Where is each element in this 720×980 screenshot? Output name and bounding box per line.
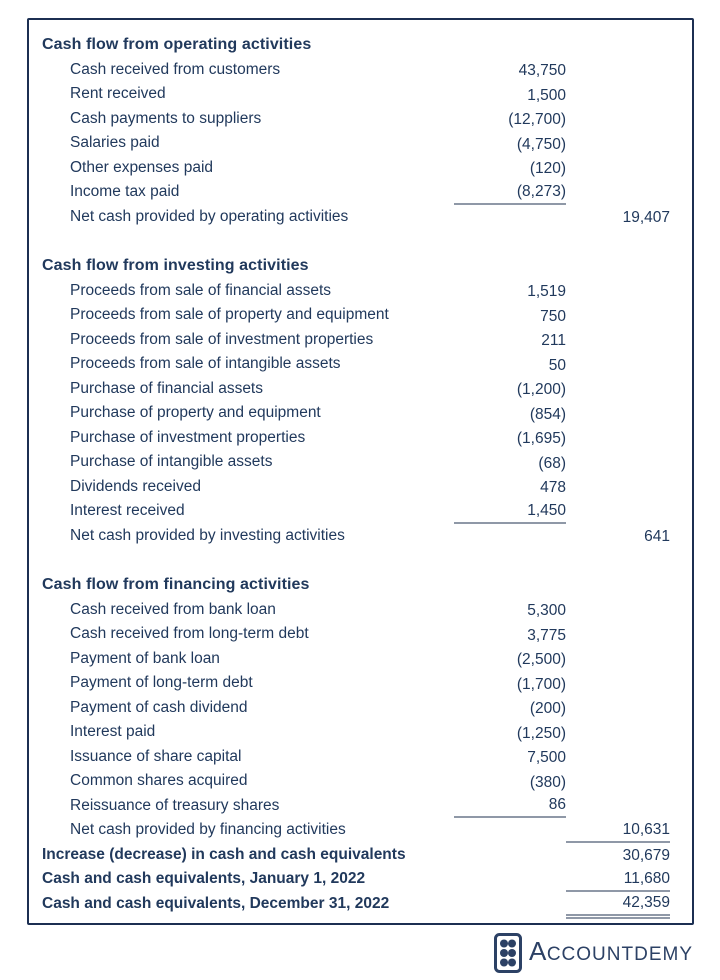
row-label: Cash received from long-term debt [70,625,309,642]
statement-row [42,180,670,205]
statement-row [42,377,670,402]
row-label: Common shares acquired [70,772,248,789]
row-amount-col2: 42,359 [566,892,670,919]
statement-row [42,426,670,451]
row-amount-col1: (8,273) [454,181,566,205]
row-label: Reissuance of treasury shares [70,796,280,814]
row-amount-col1: 50 [548,356,566,374]
row-label: Cash payments to suppliers [70,109,262,127]
row-amount-col1: (2,500) [516,651,566,668]
summary-row [42,867,670,892]
section-header: Cash flow from investing activities [42,257,309,274]
statement-box [27,18,694,925]
statement-section [42,573,670,843]
row-amount-col1: (12,700) [508,111,566,128]
brand-name [529,931,693,975]
statement-row [42,499,670,524]
statement-row [42,107,670,132]
brand-name-rest: CCOUNTDEMY [546,944,693,965]
statement-row [42,818,670,843]
row-amount-col1: 211 [541,332,566,349]
statement-row [42,671,670,696]
row-label: Income tax paid [70,183,180,200]
row-amount-col1: (200) [529,700,566,717]
row-label: Issuance of share capital [70,747,242,765]
row-label: Payment of long-term debt [70,674,253,691]
row-amount-col1: 1,450 [454,500,566,524]
statement-section [42,254,670,548]
statement-row [42,598,670,623]
statement-row [42,328,670,353]
row-label: Purchase of intangible assets [70,453,273,470]
statement-row [42,58,670,83]
row-label: Salaries paid [70,134,160,151]
row-label: Payment of cash dividend [70,698,248,716]
row-amount-col1: 5,300 [527,602,566,619]
section-header: Cash flow from financing activities [42,576,310,593]
statement-row [42,401,670,426]
row-amount-col2: 10,631 [566,819,670,843]
statement-row [42,279,670,304]
abacus-icon [494,933,522,973]
brand-logo [494,931,693,975]
row-label: Other expenses paid [70,158,214,176]
row-amount-col1: 1,519 [527,283,566,300]
row-label: Proceeds from sale of intangible assets [70,355,341,372]
statement-row [42,475,670,500]
statement-row [42,622,670,647]
row-amount-col1: 43,750 [518,62,566,79]
row-label: Interest paid [70,723,156,740]
statement-summary [42,843,670,919]
row-amount-col1: 86 [454,794,566,818]
statement-row [42,82,670,107]
row-label: Increase (decrease) in cash and cash equivalents [42,845,406,863]
row-label: Cash and cash equivalents, January 1, 2022 [42,870,366,887]
statement-row [42,794,670,819]
row-amount-col2: 19,407 [622,209,670,226]
row-amount-col1: 478 [540,479,566,496]
statement-row [42,696,670,721]
brand-name-initial: A [528,936,547,966]
row-amount-col2: 641 [644,528,670,545]
row-amount-col1: 7,500 [527,749,566,766]
row-amount-col1: (1,700) [516,675,566,693]
statement-row [42,450,670,475]
row-label: Proceeds from sale of financial assets [70,281,332,299]
statement-row [42,303,670,328]
row-label: Purchase of financial assets [70,379,263,397]
row-label: Cash received from bank loan [70,600,276,618]
section-header: Cash flow from operating activities [42,36,312,53]
row-label: Purchase of property and equipment [70,404,321,421]
row-amount-col1: (380) [529,773,566,791]
statement-row [42,647,670,672]
statement-row [42,769,670,794]
row-amount-col1: 750 [540,307,566,325]
row-label: Proceeds from sale of investment properties [70,330,374,348]
summary-row [42,843,670,868]
row-amount-col1: (1,695) [516,430,566,447]
row-label: Net cash provided by financing activities [70,821,346,838]
summary-row [42,892,670,919]
row-amount-col1: 1,500 [527,86,566,104]
row-amount-col1: (120) [529,160,566,177]
row-label: Purchase of investment properties [70,428,306,446]
row-label: Net cash provided by operating activities [70,207,349,225]
row-label: Rent received [70,85,166,102]
row-amount-col2: 11,680 [566,868,670,892]
statement-row [42,205,670,230]
row-label: Net cash provided by investing activities [70,526,345,544]
statement-row [42,131,670,156]
row-amount-col2: 30,679 [622,847,670,864]
row-label: Cash received from customers [70,60,281,78]
statement-row [42,352,670,377]
row-label: Cash and cash equivalents, December 31, 2022 [42,894,390,912]
row-label: Proceeds from sale of property and equipment [70,306,389,323]
row-amount-col1: (1,250) [516,724,566,742]
row-amount-col1: (4,750) [516,135,566,153]
row-amount-col1: (68) [538,454,566,472]
row-amount-col1: (854) [529,405,566,423]
statement-section [42,33,670,229]
row-label: Payment of bank loan [70,649,220,667]
row-amount-col1: (1,200) [516,381,566,398]
statement-row [42,156,670,181]
statement-row [42,720,670,745]
row-amount-col1: 3,775 [527,626,566,644]
row-label: Dividends received [70,477,201,495]
statement-row [42,745,670,770]
statement-row [42,524,670,549]
row-label: Interest received [70,502,185,519]
